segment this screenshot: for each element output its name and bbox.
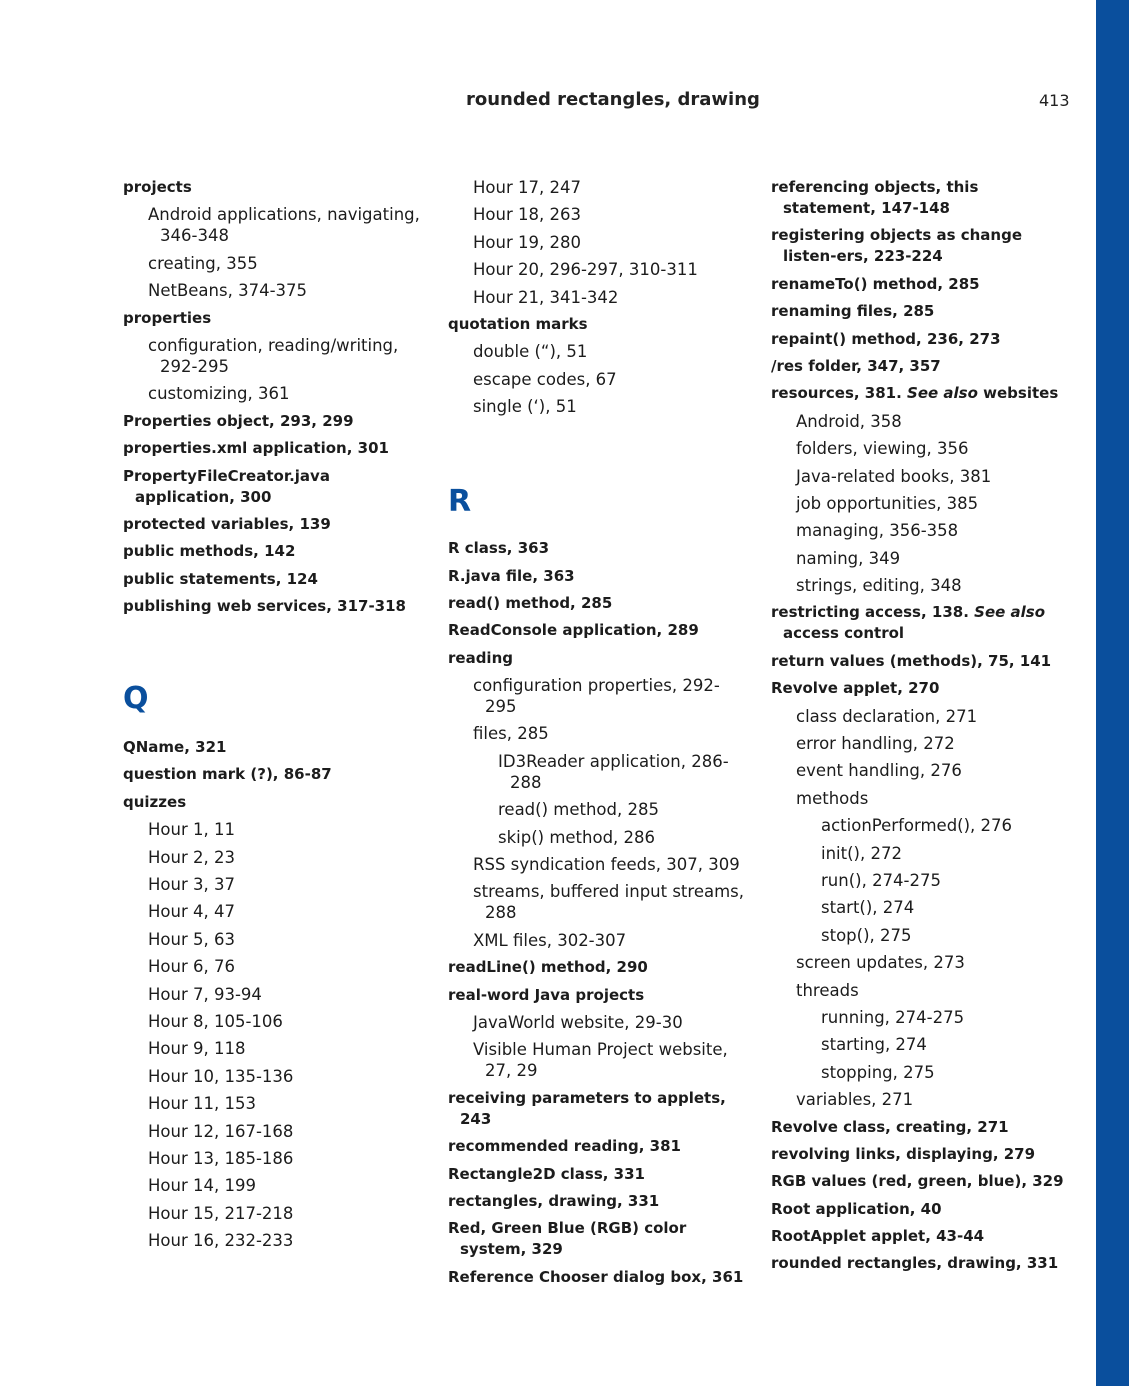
index-entry: repaint() method, 236, 273	[771, 329, 1001, 348]
index-subentry: JavaWorld website, 29-30	[473, 1012, 683, 1032]
index-entry: projects	[123, 178, 192, 196]
index-subentry: managing, 356-358	[796, 521, 959, 541]
index-entry: readLine() method, 290	[448, 958, 648, 977]
index-entry: rectangles, drawing, 331	[448, 1191, 660, 1210]
index-subentry: folders, viewing, 356	[796, 439, 969, 459]
index-subentry: Hour 8, 105-106	[148, 1011, 283, 1031]
index-subentry: NetBeans, 374-375	[148, 281, 308, 301]
index-subentry: configuration properties, 292-295	[473, 676, 720, 717]
index-entry: return values (methods), 75, 141	[771, 651, 1052, 670]
index-subentry: Hour 1, 11	[148, 820, 235, 840]
blue-edge-tab	[1096, 0, 1129, 1386]
section-letter: R	[448, 484, 472, 520]
index-subsubentry: stop(), 275	[821, 925, 912, 945]
index-subentry: event handling, 276	[796, 761, 962, 781]
index-entry: RootApplet applet, 43-44	[771, 1227, 985, 1246]
index-entry: public statements, 124	[123, 569, 318, 588]
index-entry: renaming files, 285	[771, 302, 935, 321]
index-entry: reading	[448, 648, 513, 667]
index-entry: rounded rectangles, drawing, 331	[771, 1254, 1059, 1273]
index-entry: recommended reading, 381	[448, 1137, 681, 1156]
index-subentry: variables, 271	[796, 1090, 914, 1110]
index-subentry: Hour 18, 263	[473, 205, 581, 225]
index-subentry: double (“), 51	[473, 342, 588, 362]
index-subentry: Hour 13, 185-186	[148, 1148, 294, 1168]
index-subentry: screen updates, 273	[796, 953, 965, 973]
index-subentry: Visible Human Project website, 27, 29	[473, 1040, 728, 1081]
index-subentry: Hour 6, 76	[148, 957, 235, 977]
see-also-reference: See also	[907, 384, 978, 403]
entry-text: resources, 381.	[771, 384, 902, 403]
see-also-target: websites	[977, 384, 1059, 403]
index-subentry: customizing, 361	[148, 384, 290, 404]
index-entry: quotation marks	[448, 314, 588, 333]
index-subentry: methods	[796, 788, 869, 808]
index-subentry: Hour 5, 63	[148, 929, 235, 949]
index-entry: publishing web services, 317-318	[123, 597, 406, 616]
index-subentry: Hour 15, 217-218	[148, 1203, 294, 1223]
index-entry: properties.xml application, 301	[123, 439, 389, 458]
index-subentry: Hour 19, 280	[473, 232, 581, 252]
index-subentry: Hour 12, 167-168	[148, 1121, 294, 1141]
index-entry: properties	[123, 308, 212, 327]
index-subsubentry: ID3Reader application, 286-288	[498, 751, 729, 792]
index-subentry: error handling, 272	[796, 734, 955, 754]
index-entry: referencing objects, this statement, 147-148	[771, 178, 979, 217]
index-subentry: Hour 16, 232-233	[148, 1231, 294, 1251]
index-column-3	[771, 177, 1071, 1281]
index-column-1	[123, 177, 423, 1258]
index-subentry: Java-related books, 381	[796, 466, 992, 486]
index-subsubentry: init(), 272	[821, 843, 902, 863]
index-entry: read() method, 285	[448, 593, 613, 612]
index-subsubentry: run(), 274-275	[821, 870, 942, 890]
index-entry: R.java file, 363	[448, 566, 575, 585]
index-subentry: single (‘), 51	[473, 397, 577, 417]
index-entry: registering objects as change listen-ers, 223-224	[771, 226, 1023, 266]
index-subentry: streams, buffered input streams, 288	[473, 882, 745, 923]
index-subsubentry: stopping, 275	[821, 1062, 935, 1082]
index-subentry: creating, 355	[148, 253, 258, 273]
index-subentry: Hour 7, 93-94	[148, 984, 262, 1004]
index-subentry: naming, 349	[796, 548, 901, 568]
index-subentry: threads	[796, 980, 859, 1000]
index-subentry: Android, 358	[796, 411, 902, 431]
index-entry: Root application, 40	[771, 1199, 942, 1218]
index-subsubentry: read() method, 285	[498, 800, 659, 820]
index-entry: /res folder, 347, 357	[771, 356, 941, 375]
index-subentry: Hour 17, 247	[473, 178, 581, 197]
index-entry: Rectangle2D class, 331	[448, 1164, 645, 1183]
index-subentry: XML files, 302-307	[473, 930, 627, 950]
index-subentry: Hour 3, 37	[148, 875, 235, 895]
index-subentry: Android applications, navigating, 346-348	[148, 205, 420, 246]
index-entry: question mark (?), 86-87	[123, 765, 332, 784]
index-subentry: Hour 4, 47	[148, 902, 235, 922]
index-entry: QName, 321	[123, 738, 227, 757]
index-entry: R class, 363	[448, 539, 550, 558]
index-entry: receiving parameters to applets, 243	[448, 1088, 726, 1128]
index-entry: real-word Java projects	[448, 985, 645, 1004]
index-subentry: escape codes, 67	[473, 369, 617, 389]
index-subentry: Hour 14, 199	[148, 1176, 256, 1196]
index-subentry: strings, editing, 348	[796, 576, 962, 596]
index-entry: Red, Green Blue (RGB) color system, 329	[448, 1219, 687, 1259]
index-subentry: Hour 21, 341-342	[473, 287, 619, 307]
index-subsubentry: running, 274-275	[821, 1007, 965, 1027]
index-subsubentry: starting, 274	[821, 1035, 927, 1055]
index-entry: protected variables, 139	[123, 514, 331, 533]
index-subentry: Hour 2, 23	[148, 847, 235, 867]
index-entry	[771, 602, 1071, 644]
index-subentry: Hour 9, 118	[148, 1039, 246, 1059]
index-subsubentry: actionPerformed(), 276	[821, 816, 1013, 836]
page-number: 413	[1039, 91, 1070, 110]
index-subentry: configuration, reading/writing, 292-295	[148, 335, 399, 376]
index-entry: quizzes	[123, 792, 187, 811]
index-subentry: Hour 10, 135-136	[148, 1066, 294, 1086]
see-also-reference: See also	[974, 603, 1046, 622]
see-also-target: access control	[783, 624, 905, 643]
index-subsubentry: skip() method, 286	[498, 827, 656, 847]
entry-text: restricting access, 138.	[771, 603, 969, 622]
index-entry: Revolve applet, 270	[771, 679, 940, 698]
index-entry	[771, 383, 1071, 404]
index-entry: revolving links, displaying, 279	[771, 1144, 1036, 1163]
index-column-2	[448, 177, 748, 1294]
index-subentry: files, 285	[473, 724, 549, 744]
index-subentry: RSS syndication feeds, 307, 309	[473, 855, 740, 875]
index-entry: Revolve class, creating, 271	[771, 1117, 1009, 1136]
index-subentry: Hour 20, 296-297, 310-311	[473, 260, 698, 280]
index-entry: renameTo() method, 285	[771, 274, 980, 293]
index-entry: PropertyFileCreator.java application, 300	[123, 466, 330, 506]
section-letter: Q	[123, 681, 149, 717]
index-entry: ReadConsole application, 289	[448, 621, 699, 640]
index-subentry: job opportunities, 385	[796, 493, 979, 513]
index-entry: public methods, 142	[123, 542, 296, 561]
index-subentry: class declaration, 271	[796, 706, 978, 726]
index-entry: RGB values (red, green, blue), 329	[771, 1172, 1064, 1191]
index-subentry: Hour 11, 153	[148, 1094, 256, 1114]
index-entry: Reference Chooser dialog box, 361	[448, 1267, 744, 1286]
index-subsubentry: start(), 274	[821, 898, 915, 918]
index-entry: Properties object, 293, 299	[123, 411, 354, 430]
running-head: rounded rectangles, drawing	[466, 89, 760, 110]
